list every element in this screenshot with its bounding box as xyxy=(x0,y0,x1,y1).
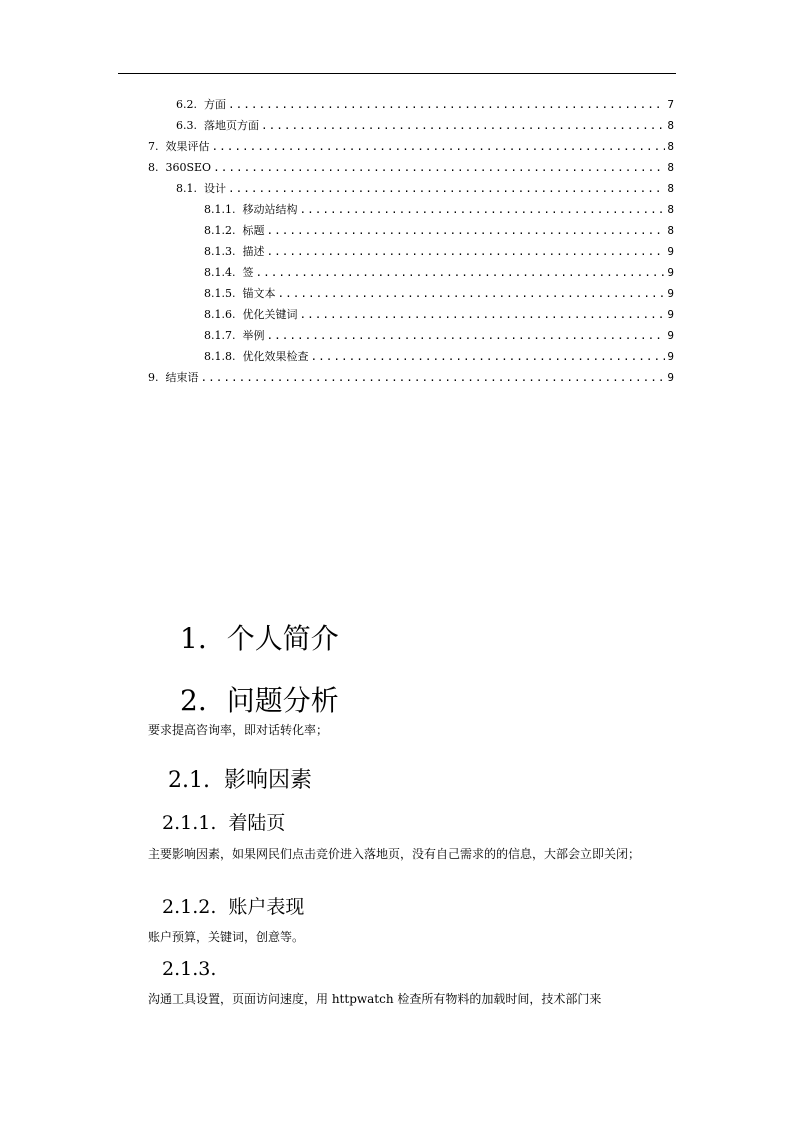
header-rule xyxy=(118,73,676,74)
toc-entry-number: 8.1. xyxy=(176,182,197,195)
toc-leader-dots xyxy=(300,308,666,322)
toc-entry-page: 9 xyxy=(667,371,674,384)
heading-title: 影响因素 xyxy=(223,768,312,793)
toc-entry[interactable] xyxy=(204,287,674,301)
toc-entry-page: 8 xyxy=(667,119,674,132)
toc-entry-number: 8.1.2. xyxy=(204,224,236,237)
toc-entry-page: 9 xyxy=(667,266,674,279)
toc-entry-page: 9 xyxy=(667,308,674,321)
toc-entry-page: 8 xyxy=(667,224,674,237)
toc-entry-title: 标题 xyxy=(242,224,265,237)
toc-entry[interactable] xyxy=(148,140,674,154)
toc-entry-page: 8 xyxy=(667,140,674,153)
toc-entry[interactable] xyxy=(148,371,674,385)
toc-entry-page: 9 xyxy=(667,350,674,363)
toc-entry[interactable] xyxy=(204,266,674,280)
toc-leader-dots xyxy=(261,119,665,133)
heading-section-2-1 xyxy=(168,767,312,795)
toc-entry[interactable] xyxy=(176,119,674,133)
toc-entry-number: 8.1.6. xyxy=(204,308,236,321)
toc-entry[interactable] xyxy=(204,224,674,238)
toc-leader-dots xyxy=(267,329,666,343)
toc-entry-title: 落地页方面 xyxy=(204,119,259,132)
toc-entry-number: 8.1.8. xyxy=(204,350,236,363)
toc-entry-number: 8.1.1. xyxy=(204,203,236,216)
section-2-body: 要求提高咨询率，即对话转化率； xyxy=(148,723,329,737)
toc-entry-title: 效果评估 xyxy=(165,140,210,153)
toc-entry-number: 6.3. xyxy=(176,119,197,132)
toc-leader-dots xyxy=(228,98,665,112)
toc-entry-title: 优化效果检查 xyxy=(242,350,309,363)
toc-leader-dots xyxy=(278,287,666,301)
toc-entry-number: 8.1.7. xyxy=(204,329,236,342)
toc-leader-dots xyxy=(267,224,666,238)
toc-entry-page: 9 xyxy=(667,329,674,342)
toc-entry[interactable] xyxy=(204,350,674,364)
heading-section-2 xyxy=(180,684,339,718)
section-2-1-3-body: 沟通工具设置，页面访问速度，用 httpwatch 检查所有物料的加载时间，技术部门来 xyxy=(148,992,602,1006)
heading-number: 1. xyxy=(180,622,207,655)
toc-entry-number: 8.1.4. xyxy=(204,266,236,279)
toc-leader-dots xyxy=(256,266,666,280)
heading-title: 问题分析 xyxy=(226,684,339,717)
heading-number: 2.1. xyxy=(168,768,210,793)
toc-entry[interactable] xyxy=(204,329,674,343)
section-2-1-2-body: 账户预算，关键词，创意等。 xyxy=(148,930,305,944)
toc-entry-page: 8 xyxy=(667,203,674,216)
toc-entry-number: 9. xyxy=(148,371,159,384)
heading-number: 2.1.2. xyxy=(162,896,217,918)
toc-entry-title: 设计 xyxy=(204,182,226,195)
toc-entry[interactable] xyxy=(204,245,674,259)
toc-leader-dots xyxy=(267,245,666,259)
toc-entry[interactable] xyxy=(176,98,674,112)
toc-entry-title: 签 xyxy=(242,266,254,279)
toc-entry-title: 举例 xyxy=(242,329,265,342)
toc-leader-dots xyxy=(228,182,665,196)
toc-leader-dots xyxy=(213,161,665,175)
toc-entry[interactable] xyxy=(204,308,674,322)
toc-entry-title: 方面 xyxy=(204,98,226,111)
toc-entry-title: 锚文本 xyxy=(242,287,276,300)
toc-entry-number: 8.1.5. xyxy=(204,287,236,300)
toc-entry-title: 移动站结构 xyxy=(242,203,298,216)
toc-entry-page: 7 xyxy=(667,98,674,111)
toc-entry-number: 8.1.3. xyxy=(204,245,236,258)
toc-entry-page: 9 xyxy=(667,287,674,300)
heading-section-2-1-3 xyxy=(162,957,228,981)
toc-entry-page: 8 xyxy=(667,182,674,195)
heading-number: 2. xyxy=(180,684,207,717)
toc-entry-title: 结束语 xyxy=(165,371,199,384)
toc-entry-number: 7. xyxy=(148,140,159,153)
toc-entry-number: 8. xyxy=(148,161,159,174)
toc-entry[interactable] xyxy=(148,161,674,175)
toc-leader-dots xyxy=(212,140,666,154)
toc-leader-dots xyxy=(201,371,666,385)
toc-entry-title: 描述 xyxy=(242,245,265,258)
heading-section-1 xyxy=(180,622,339,656)
toc-entry[interactable] xyxy=(176,182,674,196)
heading-title: 着陆页 xyxy=(228,812,286,834)
heading-title: 个人简介 xyxy=(226,622,339,655)
toc-entry-page: 8 xyxy=(667,161,674,174)
toc-leader-dots xyxy=(300,203,666,217)
heading-section-2-1-1 xyxy=(162,811,285,835)
heading-number: 2.1.1. xyxy=(162,812,217,834)
heading-title: 账户表现 xyxy=(228,896,305,918)
toc-leader-dots xyxy=(311,350,666,364)
toc-entry-number: 6.2. xyxy=(176,98,197,111)
section-2-1-1-body: 主要影响因素，如果网民们点击竞价进入落地页，没有自己需求的的信息，大部会立即关闭； xyxy=(148,847,641,861)
heading-number: 2.1.3. xyxy=(162,958,217,980)
toc-entry-title: 优化关键词 xyxy=(242,308,298,321)
toc-entry-page: 9 xyxy=(667,245,674,258)
heading-section-2-1-2 xyxy=(162,895,304,919)
toc-entry[interactable] xyxy=(204,203,674,217)
toc-entry-title: 360SEO xyxy=(165,161,212,174)
